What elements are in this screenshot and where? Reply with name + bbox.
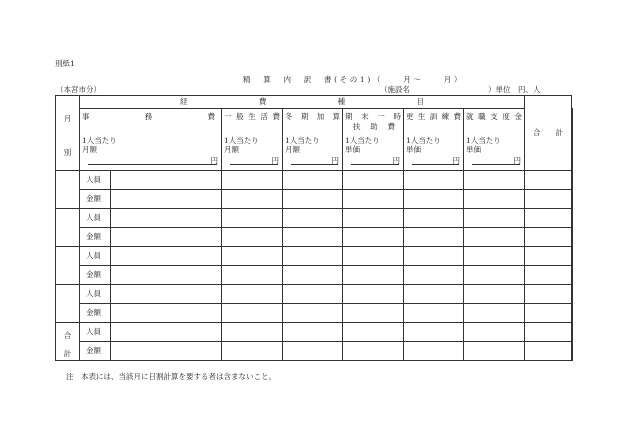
data-cell[interactable]	[222, 323, 283, 342]
data-cell[interactable]	[111, 342, 222, 361]
data-cell[interactable]	[572, 171, 573, 190]
data-cell[interactable]	[222, 190, 283, 209]
data-cell[interactable]	[525, 247, 572, 266]
data-cell[interactable]	[464, 228, 525, 247]
month-cell[interactable]	[56, 171, 80, 209]
data-cell[interactable]	[283, 209, 343, 228]
column-kosei-kunrenhi: 更 生 訓 練 費 1人当たり 単価 円	[404, 109, 464, 171]
row-label-count: 人員	[80, 247, 111, 266]
data-cell[interactable]	[572, 285, 573, 304]
row-label-count: 人員	[80, 209, 111, 228]
data-cell[interactable]	[464, 171, 525, 190]
data-cell[interactable]	[283, 304, 343, 323]
data-cell[interactable]	[343, 285, 404, 304]
data-cell[interactable]	[525, 285, 572, 304]
data-cell[interactable]	[343, 171, 404, 190]
data-cell[interactable]	[525, 304, 572, 323]
data-cell[interactable]	[222, 266, 283, 285]
column-jimuhi: 事 務 費 1人当たり 月額 円	[80, 109, 222, 171]
data-cell[interactable]	[343, 323, 404, 342]
unit-label: ）単位 円、人	[488, 85, 541, 94]
data-cell[interactable]	[111, 190, 222, 209]
data-cell[interactable]	[111, 266, 222, 285]
data-cell[interactable]	[404, 247, 464, 266]
data-cell[interactable]	[572, 266, 573, 285]
data-cell[interactable]	[572, 190, 573, 209]
data-cell[interactable]	[525, 228, 572, 247]
data-cell[interactable]	[572, 228, 573, 247]
column-shushoku-shitakukin: 就 職 支 度 金 1人当たり 単価 円	[464, 109, 525, 171]
data-cell[interactable]	[222, 209, 283, 228]
data-cell[interactable]	[464, 342, 525, 361]
data-cell[interactable]	[404, 285, 464, 304]
data-cell[interactable]	[343, 342, 404, 361]
data-cell[interactable]	[464, 209, 525, 228]
data-cell[interactable]	[572, 209, 573, 228]
data-cell[interactable]	[283, 266, 343, 285]
footnote: 注 本表には、当該月に日割計算を要する者は含まないこと。	[66, 372, 276, 381]
data-cell[interactable]	[222, 228, 283, 247]
data-cell[interactable]	[572, 342, 573, 361]
data-cell[interactable]	[464, 247, 525, 266]
data-cell[interactable]	[283, 323, 343, 342]
data-cell[interactable]	[343, 247, 404, 266]
data-cell[interactable]	[111, 323, 222, 342]
data-cell[interactable]	[404, 190, 464, 209]
data-cell[interactable]	[111, 285, 222, 304]
document-title: 精 算 内 訳 書(その1)（ 月～ 月）	[243, 75, 464, 84]
attachment-label: 別紙1	[55, 59, 75, 68]
month-header: 月 別	[56, 96, 80, 171]
data-cell[interactable]	[343, 266, 404, 285]
data-cell[interactable]	[572, 247, 573, 266]
data-cell[interactable]	[283, 171, 343, 190]
data-cell[interactable]	[283, 342, 343, 361]
data-cell[interactable]	[525, 190, 572, 209]
data-cell[interactable]	[283, 285, 343, 304]
data-cell[interactable]	[525, 209, 572, 228]
data-cell[interactable]	[404, 266, 464, 285]
data-cell[interactable]	[343, 190, 404, 209]
total-header: 合 計	[525, 96, 572, 171]
data-cell[interactable]	[404, 323, 464, 342]
row-label-count: 人員	[80, 323, 111, 342]
data-cell[interactable]	[525, 266, 572, 285]
data-cell[interactable]	[572, 323, 573, 342]
data-cell[interactable]	[404, 209, 464, 228]
row-label-amount: 金額	[80, 304, 111, 323]
data-cell[interactable]	[343, 304, 404, 323]
data-cell[interactable]	[283, 247, 343, 266]
data-cell[interactable]	[111, 171, 222, 190]
data-cell[interactable]	[111, 304, 222, 323]
row-label-amount: 金額	[80, 266, 111, 285]
row-label-count: 人員	[80, 285, 111, 304]
category-header: 経 費 種 目	[80, 96, 525, 109]
data-cell[interactable]	[111, 228, 222, 247]
settlement-table	[55, 95, 573, 361]
column-toki-kasan: 冬 期 加 算 1人当たり 月額 円	[283, 109, 343, 171]
month-cell[interactable]	[56, 247, 80, 285]
data-cell[interactable]	[464, 190, 525, 209]
data-cell[interactable]	[222, 247, 283, 266]
data-cell[interactable]	[464, 266, 525, 285]
row-label-count: 人員	[80, 171, 111, 190]
data-cell[interactable]	[222, 342, 283, 361]
data-cell[interactable]	[572, 304, 573, 323]
data-cell[interactable]	[222, 171, 283, 190]
column-kimatsu-fujohi: 期 末 一 時 扶 助 費 1人当たり 単価 円	[343, 109, 404, 171]
data-cell[interactable]	[404, 342, 464, 361]
data-cell[interactable]	[111, 209, 222, 228]
data-cell[interactable]	[525, 171, 572, 190]
month-cell[interactable]	[56, 285, 80, 323]
column-blank	[572, 109, 573, 171]
data-cell[interactable]	[464, 304, 525, 323]
data-cell[interactable]	[343, 209, 404, 228]
facility-label: （施設名	[380, 85, 410, 94]
data-cell[interactable]	[222, 304, 283, 323]
data-cell[interactable]	[343, 228, 404, 247]
data-cell[interactable]	[525, 323, 572, 342]
data-cell[interactable]	[404, 228, 464, 247]
row-label-amount: 金額	[80, 190, 111, 209]
data-cell[interactable]	[525, 342, 572, 361]
column-ippan-seikatsuhi: 一 般 生 活 費 1人当たり 月額 円	[222, 109, 283, 171]
data-cell[interactable]	[111, 247, 222, 266]
month-cell[interactable]	[56, 209, 80, 247]
data-cell[interactable]	[464, 323, 525, 342]
data-cell[interactable]	[404, 304, 464, 323]
data-cell[interactable]	[404, 171, 464, 190]
row-label-amount: 金額	[80, 342, 111, 361]
data-cell[interactable]	[464, 285, 525, 304]
data-cell[interactable]	[283, 228, 343, 247]
total-row-header: 合 計	[56, 323, 80, 361]
data-cell[interactable]	[222, 285, 283, 304]
data-cell[interactable]	[283, 190, 343, 209]
row-label-amount: 金額	[80, 228, 111, 247]
department-label: （本宮市分）	[56, 85, 101, 94]
